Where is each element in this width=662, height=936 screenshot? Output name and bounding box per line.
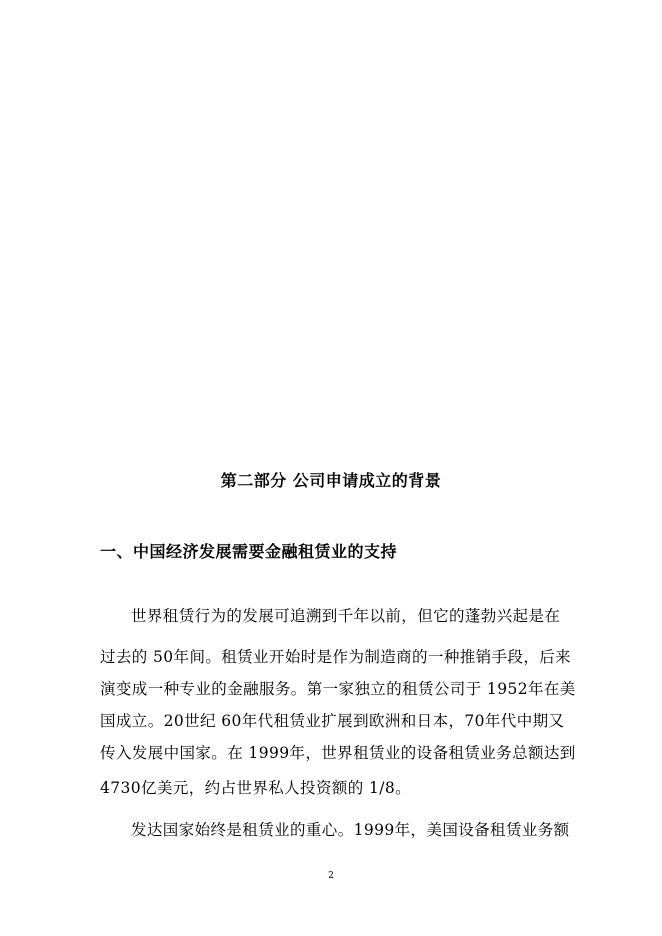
paragraph-line: 发达国家始终是租赁业的重心。1999年，美国设备租赁业务额 [131,821,570,839]
page-number: 2 [328,871,334,881]
paragraph-line: 过去的 50年间。租赁业开始时是作为制造商的一种推销手段，后来 [100,648,572,666]
paragraph-line: 国成立。20世纪 60年代租赁业扩展到欧洲和日本，70年代中期又 [100,712,565,730]
paragraph-line: 演变成一种专业的金融服务。第一家独立的租赁公司于 1952年在美 [100,680,576,698]
section-title: 一、中国经济发展需要金融租赁业的支持 [100,542,398,561]
paragraph-line: 世界租赁行为的发展可追溯到千年以前，但它的蓬勃兴起是在 [131,607,561,625]
paragraph-line: 传入发展中国家。在 1999年，世界租赁业的设备租赁业务总额达到 [100,744,576,762]
part-title: 第二部分 公司申请成立的背景 [220,471,442,490]
paragraph-line: 4730亿美元，约占世界私人投资额的 1/8。 [100,779,412,797]
